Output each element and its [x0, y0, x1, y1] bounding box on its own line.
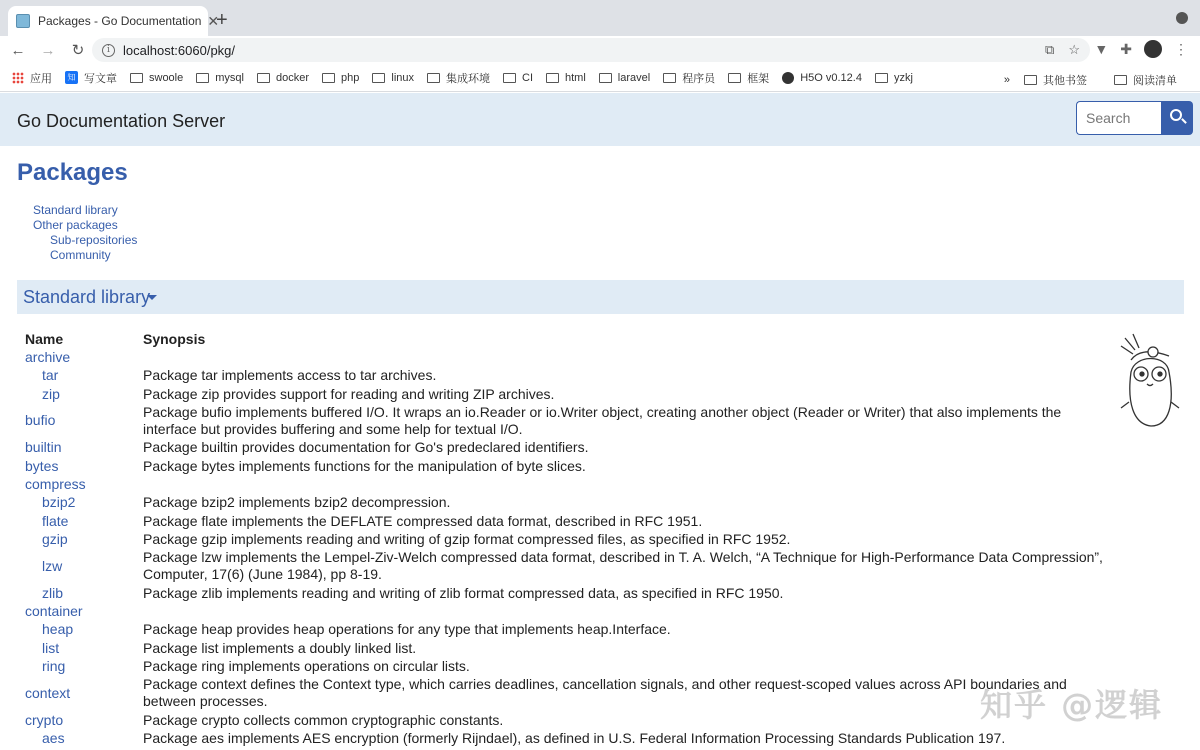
folder-icon: [257, 73, 270, 83]
reading-list-icon: [1114, 75, 1127, 85]
standard-library-section-toggle[interactable]: [17, 280, 1184, 314]
new-tab-icon[interactable]: +: [216, 9, 228, 31]
package-synopsis: Package bufio implements buffered I/O. It wraps an io.Reader or io.Writer object, creating another object (Reader or Writer) that also implements the interface but provides buffering and some help for textual I/O.: [143, 404, 1062, 437]
close-tab-icon[interactable]: ✕: [207, 12, 220, 29]
package-link[interactable]: zip: [42, 386, 60, 402]
back-icon[interactable]: ←: [10, 41, 26, 59]
folder-icon: [322, 73, 335, 83]
package-link[interactable]: list: [42, 640, 60, 656]
toc-sub-repositories[interactable]: Sub-repositories: [50, 233, 138, 247]
package-synopsis: Package heap provides heap operations for any type that implements heap.Interface.: [143, 621, 671, 637]
package-synopsis: Package context defines the Context type, which carries deadlines, cancellation signals, and other request-scoped values across API boundaries and between processes.: [143, 676, 1067, 709]
address-bar[interactable]: [92, 38, 1090, 62]
bookmark-folder[interactable]: php: [322, 72, 359, 84]
folder-icon: [503, 73, 516, 83]
browser-menu-icon[interactable]: ⋮: [1174, 40, 1188, 57]
package-link[interactable]: builtin: [25, 439, 62, 455]
folder-icon: [875, 73, 888, 83]
package-synopsis: Package zlib implements reading and writing of zlib format compressed data, as specified in RFC 1950.: [143, 585, 784, 601]
bookmark-apps[interactable]: 应用: [12, 70, 52, 86]
bookmarks-overflow-button[interactable]: »: [1003, 74, 1010, 86]
bookmark-folder[interactable]: html: [546, 72, 586, 84]
package-link[interactable]: container: [25, 603, 83, 619]
package-link[interactable]: compress: [25, 476, 86, 492]
forward-icon[interactable]: →: [40, 41, 56, 59]
caret-down-icon: [147, 295, 157, 300]
bookmark-folder[interactable]: yzkj: [875, 72, 913, 84]
reload-icon[interactable]: ↻: [71, 42, 85, 59]
folder-icon: [728, 73, 741, 83]
gopher-mascot-icon: [1117, 332, 1183, 430]
package-synopsis: Package crypto collects common cryptographic constants.: [143, 712, 504, 728]
bookmark-folder[interactable]: laravel: [599, 72, 650, 84]
tab-strip: [0, 0, 1200, 36]
package-link[interactable]: bzip2: [42, 494, 76, 510]
globe-icon: [782, 72, 794, 84]
folder-icon: [1024, 75, 1037, 85]
bookmarks-bar: [0, 64, 1200, 92]
toc-community[interactable]: Community: [50, 248, 111, 262]
package-link[interactable]: lzw: [42, 558, 63, 574]
site-header: [0, 93, 1200, 146]
url-text[interactable]: localhost:6060/pkg/: [123, 42, 236, 58]
profile-avatar[interactable]: [1144, 40, 1162, 58]
browser-tab[interactable]: [8, 6, 220, 36]
search-input[interactable]: Search: [1076, 101, 1162, 135]
package-link[interactable]: crypto: [25, 712, 64, 728]
apps-grid-icon: [12, 72, 24, 84]
package-synopsis: Package zip provides support for reading and writing ZIP archives.: [143, 386, 555, 402]
bookmark-folder[interactable]: mysql: [196, 72, 244, 84]
package-link[interactable]: bytes: [25, 458, 59, 474]
package-link[interactable]: context: [25, 685, 71, 701]
translate-icon[interactable]: ⧉: [1045, 42, 1055, 57]
package-synopsis: Package bytes implements functions for the manipulation of byte slices.: [143, 458, 586, 474]
package-synopsis: Package gzip implements reading and writing of gzip format compressed files, as specified in RFC 1952.: [143, 531, 791, 547]
extensions-puzzle-icon[interactable]: ✚: [1120, 40, 1132, 57]
package-synopsis: Package ring implements operations on circular lists.: [143, 658, 470, 674]
site-title[interactable]: Go Documentation Server: [17, 111, 226, 131]
package-synopsis: Package list implements a doubly linked list.: [143, 640, 417, 656]
watermark: 知乎 @逻辑: [980, 686, 1164, 724]
package-synopsis: Package builtin provides documentation for Go's predeclared identifiers.: [143, 439, 589, 455]
package-link[interactable]: archive: [25, 349, 71, 365]
bookmark-folder[interactable]: 程序员: [663, 70, 715, 86]
bookmark-folder[interactable]: swoole: [130, 72, 183, 84]
vue-extension-icon[interactable]: ▼: [1094, 41, 1109, 57]
package-link[interactable]: heap: [42, 621, 74, 637]
browser-toolbar: [0, 36, 1200, 64]
folder-icon: [372, 73, 385, 83]
bookmark-h5o[interactable]: H5O v0.12.4: [782, 72, 862, 84]
package-synopsis: Package lzw implements the Lempel-Ziv-Welch compressed data format, described in T. A. Welch, “A Technique for High-Performance Data Compression”, Computer, 17(6) (June 1984), pp 8-19.: [143, 549, 1103, 582]
package-synopsis: Package bzip2 implements bzip2 decompression.: [143, 494, 451, 510]
folder-icon: [663, 73, 676, 83]
table-of-contents: [33, 203, 137, 263]
tab-title: Packages - Go Documentation: [38, 14, 202, 28]
zhihu-icon: 知: [65, 71, 78, 84]
toc-other-packages[interactable]: Other packages: [33, 218, 118, 232]
bookmark-star-icon[interactable]: ☆: [1068, 42, 1080, 57]
gopher-favicon-icon: [16, 14, 30, 28]
search-button[interactable]: [1161, 101, 1193, 135]
package-link[interactable]: zlib: [42, 585, 64, 601]
folder-icon: [196, 73, 209, 83]
tab-search-icon[interactable]: [1176, 12, 1188, 24]
package-synopsis: Package flate implements the DEFLATE compressed data format, described in RFC 1951.: [143, 513, 703, 529]
info-icon[interactable]: i: [102, 44, 115, 57]
page-title: Packages: [17, 159, 128, 186]
bookmark-folder[interactable]: 集成环境: [427, 70, 490, 86]
toc-standard-library[interactable]: Standard library: [33, 203, 118, 217]
package-link[interactable]: bufio: [25, 412, 56, 428]
package-link[interactable]: ring: [42, 658, 66, 674]
package-link[interactable]: gzip: [42, 531, 68, 547]
section-title: Standard library: [23, 287, 151, 307]
bookmark-folder[interactable]: linux: [372, 72, 414, 84]
folder-icon: [546, 73, 559, 83]
package-link[interactable]: tar: [42, 367, 59, 383]
bookmark-folder[interactable]: CI: [503, 72, 533, 84]
package-synopsis: Package aes implements AES encryption (formerly Rijndael), as defined in U.S. Federal Information Processing Standards Publication 197.: [143, 730, 1006, 746]
bookmark-reading-list[interactable]: 阅读清单: [1114, 72, 1177, 88]
bookmark-other[interactable]: 其他书签: [1024, 72, 1087, 88]
folder-icon: [130, 73, 143, 83]
package-synopsis: Package tar implements access to tar archives.: [143, 367, 437, 383]
bookmark-folder[interactable]: docker: [257, 72, 309, 84]
package-link[interactable]: aes: [42, 730, 65, 746]
folder-icon: [599, 73, 612, 83]
bookmark-write-article[interactable]: 知 写文章: [65, 70, 117, 86]
bookmark-folder[interactable]: 框架: [728, 70, 769, 86]
folder-icon: [427, 73, 440, 83]
package-link[interactable]: flate: [42, 513, 69, 529]
column-synopsis-header: Synopsis: [143, 331, 206, 347]
column-name-header: Name: [25, 331, 64, 347]
